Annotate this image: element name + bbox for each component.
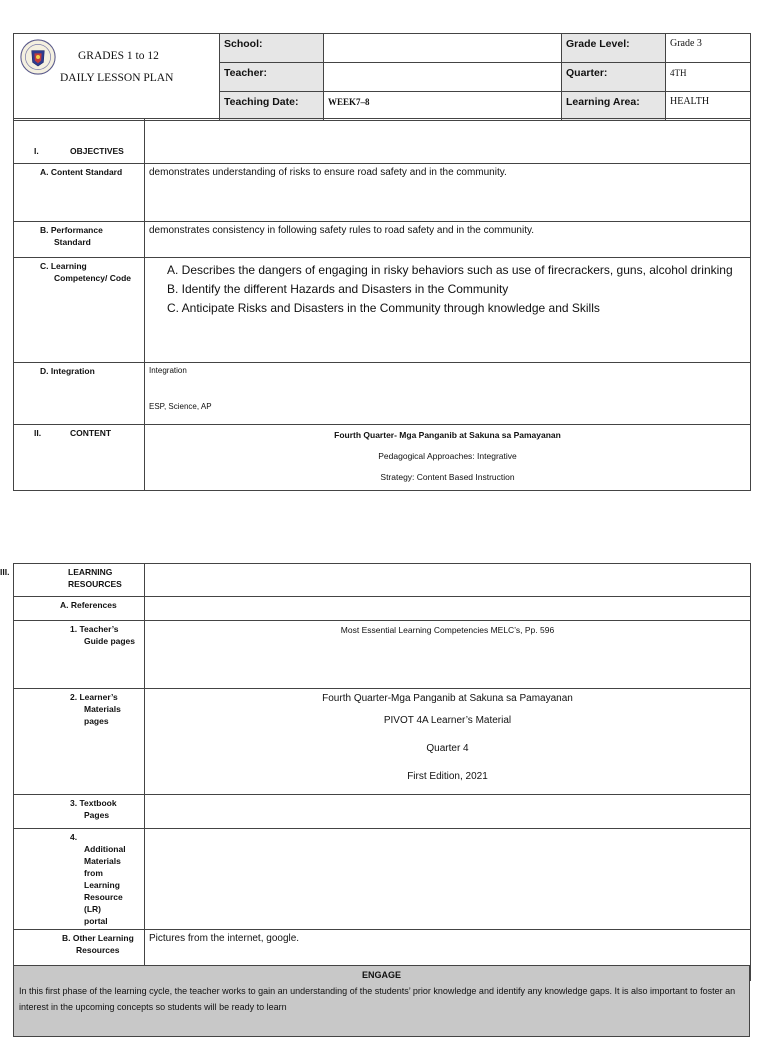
learning-competency-label: C. Learning Competency/ Code bbox=[40, 261, 131, 283]
teachers-guide-label-cell bbox=[14, 621, 145, 689]
quarter-label: Quarter: bbox=[562, 63, 666, 92]
textbook-label-cell bbox=[14, 795, 145, 829]
school-value bbox=[324, 34, 562, 63]
learners-material-line: First Edition, 2021 bbox=[407, 771, 488, 782]
additional-materials-label-cell bbox=[14, 829, 145, 930]
objectives-heading bbox=[14, 119, 145, 164]
resources-empty-cell bbox=[145, 564, 751, 597]
integration-cell bbox=[145, 363, 751, 425]
integration-line-1: Integration bbox=[149, 366, 187, 375]
content-cell bbox=[145, 425, 751, 491]
other-resources-label: B. Other Learning Resources bbox=[62, 933, 134, 955]
quarter-value: 4TH bbox=[666, 63, 751, 92]
integration-line-2: ESP, Science, AP bbox=[149, 402, 212, 411]
resources-label: LEARNING RESOURCES bbox=[68, 567, 122, 589]
teaching-date-label: Teaching Date: bbox=[220, 92, 324, 121]
grades-title-box bbox=[14, 34, 220, 121]
objectives-empty-cell bbox=[145, 119, 751, 164]
deped-seal-icon bbox=[20, 39, 56, 75]
content-roman: II. bbox=[34, 428, 42, 438]
integration-label: D. Integration bbox=[40, 366, 95, 376]
resources-heading bbox=[0, 564, 145, 597]
other-resources-value: Pictures from the internet, google. bbox=[145, 930, 751, 981]
grade-level-label: Grade Level: bbox=[562, 34, 666, 63]
integration-label-cell bbox=[14, 363, 145, 425]
teachers-guide-value: Most Essential Learning Competencies MELC’s, Pp. 596 bbox=[145, 621, 751, 689]
performance-standard-label: B. Performance Standard bbox=[40, 225, 103, 247]
competency-item: C. Anticipate Risks and Disasters in the Community through knowledge and Skills bbox=[167, 301, 600, 315]
additional-materials-label: 4. Additional Materials from Learning Resource (LR) portal bbox=[70, 832, 126, 926]
title-line-2: DAILY LESSON PLAN bbox=[60, 72, 174, 84]
competency-item: A. Describes the dangers of engaging in risky behaviors such as use of firecrackers, guns, alcohol drinking bbox=[167, 263, 733, 277]
school-label: School: bbox=[220, 34, 324, 63]
content-heading bbox=[14, 425, 145, 491]
engage-section bbox=[13, 965, 750, 1037]
teacher-label: Teacher: bbox=[220, 63, 324, 92]
teachers-guide-label: 1. Teacher’s Guide pages bbox=[70, 624, 136, 646]
content-strategy: Strategy: Content Based Instruction bbox=[380, 472, 515, 482]
learners-materials-label: 2. Learner’s Materials pages bbox=[70, 692, 121, 726]
learning-area-label: Learning Area: bbox=[562, 92, 666, 121]
references-label: A. References bbox=[60, 600, 117, 610]
competency-item: B. Identify the different Hazards and Disasters in the Community bbox=[167, 282, 509, 296]
performance-standard-value: demonstrates consistency in following safety rules to road safety and in the community. bbox=[145, 222, 751, 258]
teaching-date-value: WEEK7–8 bbox=[324, 92, 562, 121]
header-table bbox=[13, 33, 751, 121]
learners-material-line: Quarter 4 bbox=[426, 743, 469, 754]
objectives-label: OBJECTIVES bbox=[70, 146, 124, 156]
learning-resources-table bbox=[0, 563, 751, 981]
resources-roman: III. bbox=[0, 567, 10, 577]
grade-level-value: Grade 3 bbox=[666, 34, 751, 63]
engage-title: ENGAGE bbox=[361, 970, 401, 980]
objectives-table bbox=[13, 118, 751, 491]
learning-competency-label-cell bbox=[14, 258, 145, 363]
references-label-cell bbox=[14, 597, 145, 621]
objectives-roman: I. bbox=[34, 146, 39, 156]
content-standard-label: A. Content Standard bbox=[40, 167, 123, 177]
content-label: CONTENT bbox=[70, 428, 112, 438]
learners-material-line: Fourth Quarter-Mga Panganib at Sakuna sa Pamayanan bbox=[322, 693, 573, 704]
title-line-1: GRADES 1 to 12 bbox=[78, 50, 159, 62]
competency-list bbox=[145, 258, 751, 363]
references-empty-cell bbox=[145, 597, 751, 621]
teacher-value bbox=[324, 63, 562, 92]
learning-area-value: HEALTH bbox=[666, 92, 751, 121]
additional-materials-empty-cell bbox=[145, 829, 751, 930]
performance-standard-label-cell bbox=[14, 222, 145, 258]
content-approach: Pedagogical Approaches: Integrative bbox=[378, 451, 517, 461]
content-title: Fourth Quarter- Mga Panganib at Sakuna sa Pamayanan bbox=[334, 430, 561, 440]
content-standard-label-cell bbox=[14, 164, 145, 222]
learners-materials-label-cell bbox=[14, 689, 145, 795]
textbook-label: 3. Textbook Pages bbox=[70, 798, 117, 820]
engage-text: In this first phase of the learning cycle, the teacher works to gain an understanding of the students’ prior knowledge and identify any knowledge gaps. It is also important to foster an interest in the upcoming concepts so students will be ready to learn bbox=[19, 986, 736, 1012]
learners-materials-cell bbox=[145, 689, 751, 795]
textbook-empty-cell bbox=[145, 795, 751, 829]
learners-material-line: PIVOT 4A Learner’s Material bbox=[383, 715, 512, 726]
content-standard-value: demonstrates understanding of risks to ensure road safety and in the community. bbox=[145, 164, 751, 222]
